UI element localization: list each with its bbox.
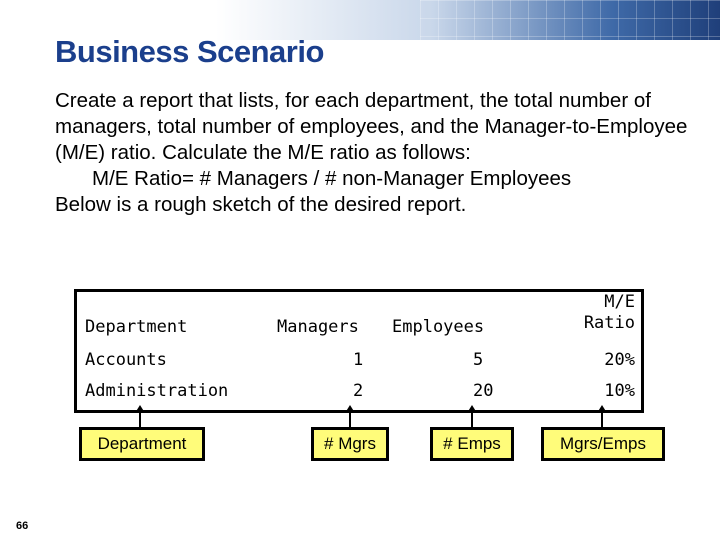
connector-line [349,413,351,427]
report-sketch [74,289,644,413]
connector-line [471,413,473,427]
page-number: 66 [16,520,29,532]
connector-line [601,413,603,427]
arrow-up-icon [345,405,355,413]
scenario-description [55,88,695,218]
row-department: Accounts [85,350,167,370]
banner-grid [420,0,720,40]
header-department: Department [85,317,188,337]
scenario-paragraph: Create a report that lists, for each department, the total number of managers, total number of employees, and the Manager-to-Employee (M/E) ratio. Calculate the M/E ratio as follows: [55,89,688,164]
row-employees: 5 [473,350,484,370]
sketch-intro: Below is a rough sketch of the desired report. [55,193,467,216]
row-managers: 1 [353,350,364,370]
ratio-formula: M/E Ratio= # Managers / # non-Manager Employees [92,167,572,190]
row-managers: 2 [353,381,364,401]
connector-line [139,413,141,427]
arrow-up-icon [467,405,477,413]
label-department: Department [79,427,205,461]
header-ratio [584,292,635,334]
label-managers: # Mgrs [311,427,389,461]
header-managers: Managers [277,317,359,337]
label-employees: # Emps [430,427,514,461]
arrow-up-icon [135,405,145,413]
label-ratio: Mgrs/Emps [541,427,665,461]
row-department: Administration [85,381,229,401]
row-ratio: 20% [604,350,635,370]
arrow-up-icon [597,405,607,413]
header-ratio-line1: M/E [604,292,635,312]
row-ratio: 10% [604,381,635,401]
header-ratio-line2: Ratio [583,313,635,333]
row-employees: 20 [473,381,494,401]
header-employees: Employees [392,317,485,337]
slide-title: Business Scenario [55,34,324,69]
